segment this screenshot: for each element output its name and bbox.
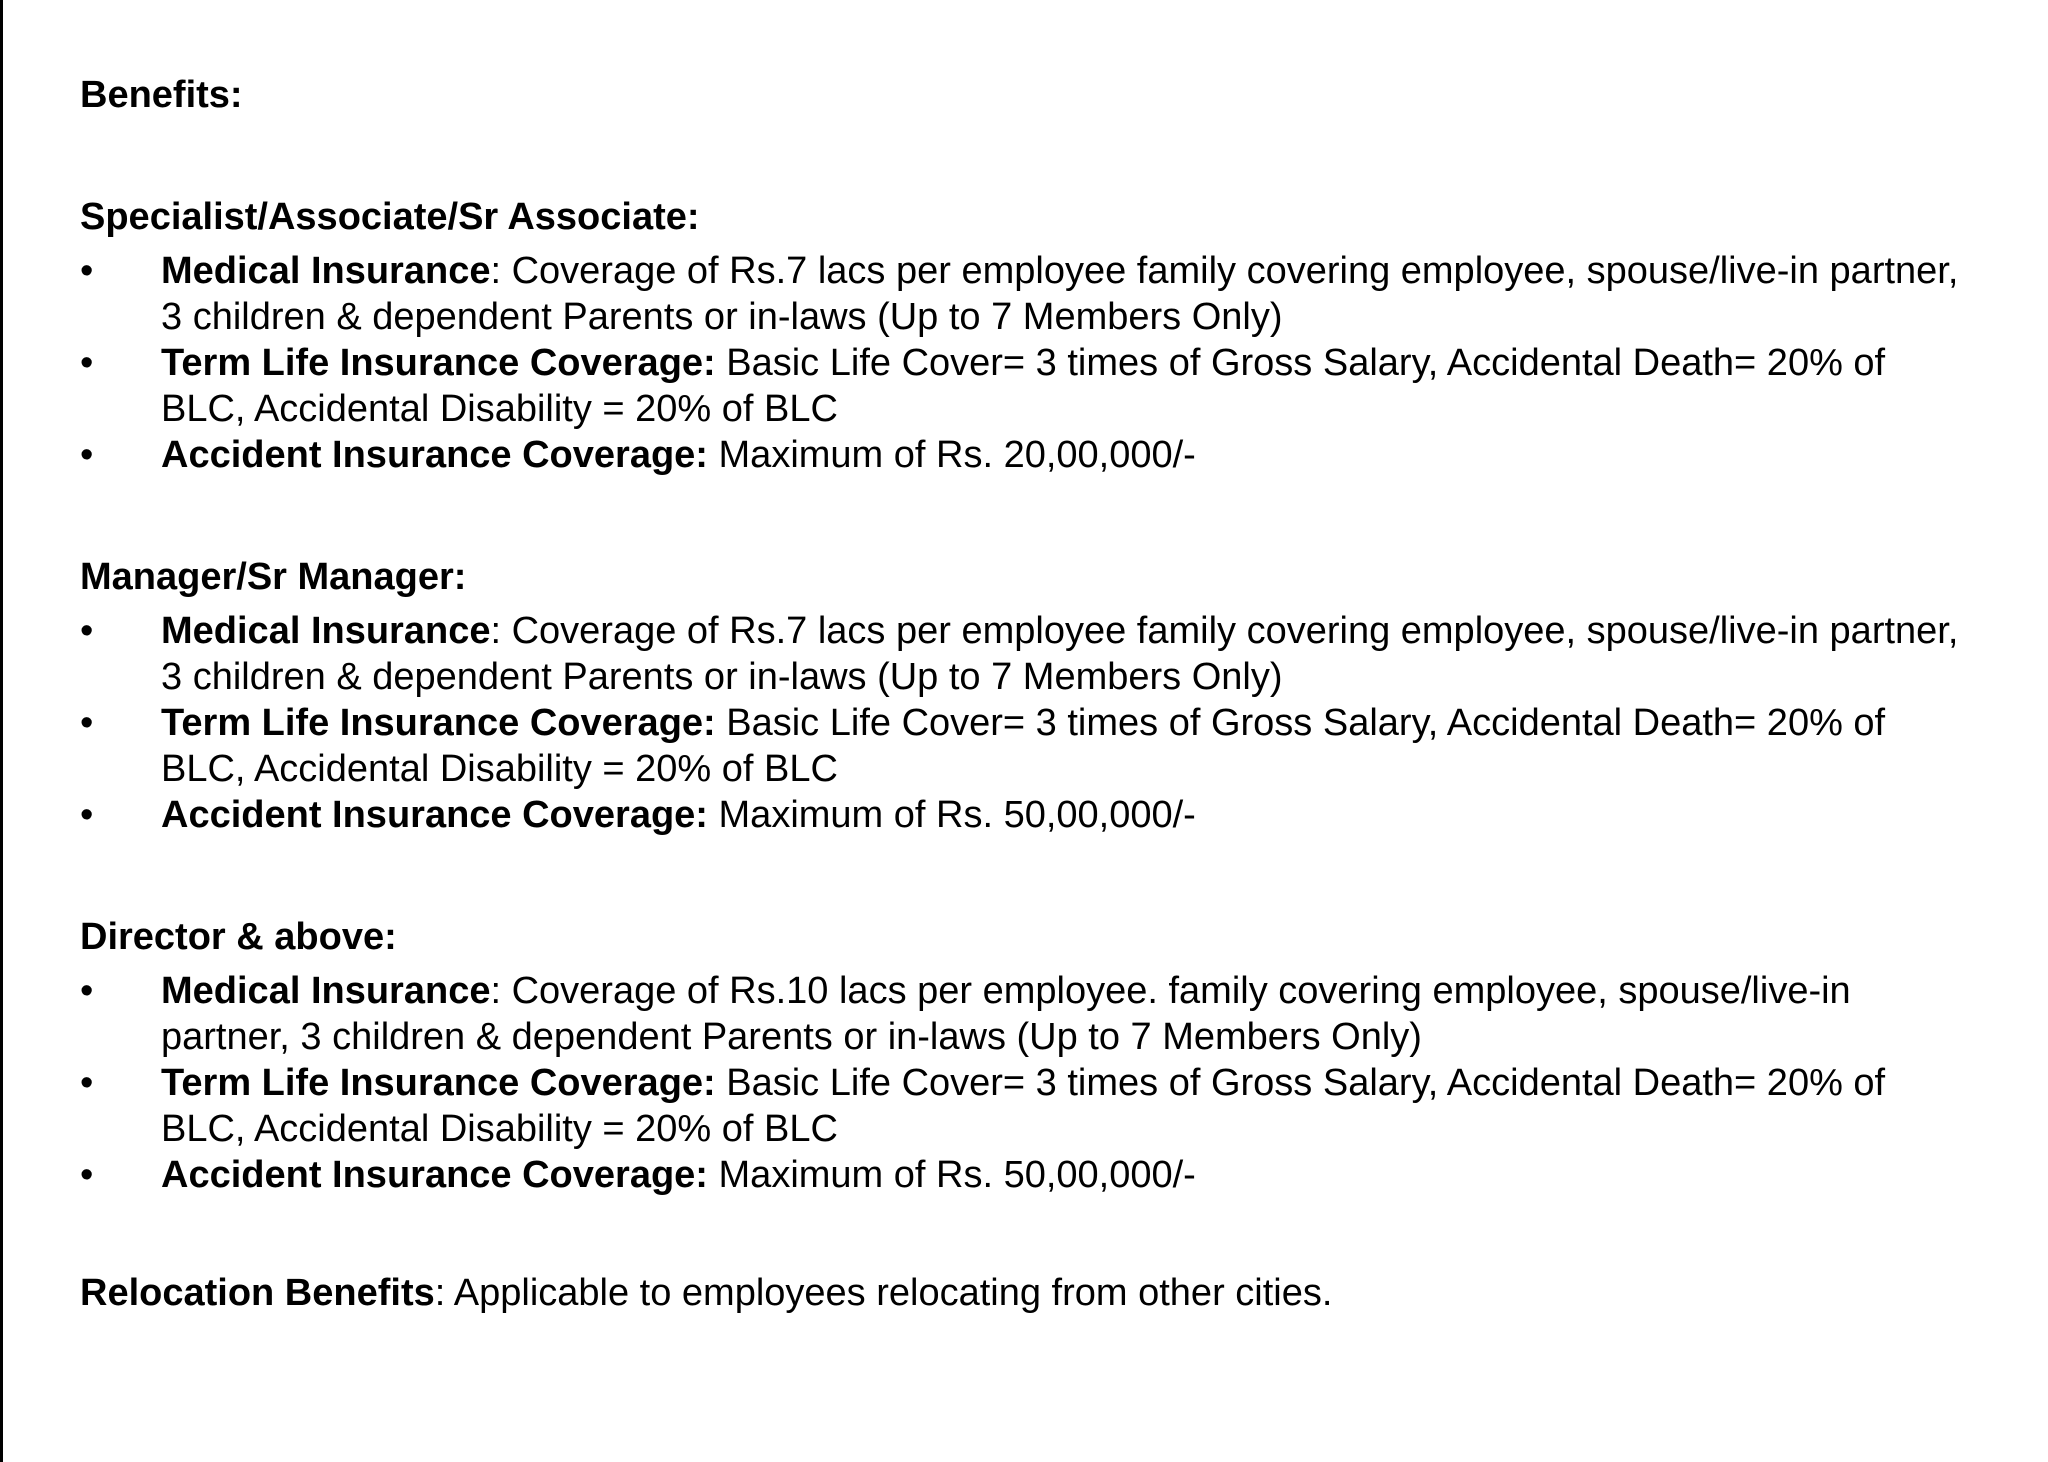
benefit-list: [80, 608, 1980, 838]
item-text: Basic Life Cover= 3 times of Gross Salary, Accidental Death= 20% of BLC, Accidental Disability = 20% of BLC: [161, 342, 1886, 430]
item-label: Medical Insurance: [161, 610, 491, 652]
item-label: Accident Insurance Coverage:: [161, 1154, 708, 1196]
list-item: [80, 1060, 1980, 1152]
section-title: Director & above:: [80, 916, 397, 958]
section-title: Manager/Sr Manager:: [80, 556, 467, 598]
bullet-icon: •: [80, 970, 94, 1012]
item-separator: :: [490, 610, 502, 652]
list-item: [80, 792, 1980, 838]
item-label: Term Life Insurance Coverage:: [161, 702, 716, 744]
relocation-label: Relocation Benefits: [80, 1272, 435, 1314]
item-text: Maximum of Rs. 50,00,000/-: [707, 794, 1196, 836]
item-label: Medical Insurance: [161, 970, 491, 1012]
list-item: [80, 608, 1980, 700]
bullet-icon: •: [80, 342, 94, 384]
section-specialist: [80, 194, 1980, 478]
bullet-icon: •: [80, 794, 94, 836]
item-text: Maximum of Rs. 20,00,000/-: [707, 434, 1196, 476]
item-text: Maximum of Rs. 50,00,000/-: [707, 1154, 1196, 1196]
bullet-icon: •: [80, 610, 94, 652]
relocation-benefits: [80, 1270, 1980, 1316]
bullet-icon: •: [80, 434, 94, 476]
item-separator: :: [490, 970, 502, 1012]
benefit-list: [80, 248, 1980, 478]
item-text: Basic Life Cover= 3 times of Gross Salary, Accidental Death= 20% of BLC, Accidental Disability = 20% of BLC: [161, 702, 1886, 790]
relocation-separator: :: [434, 1272, 446, 1314]
item-separator: :: [490, 250, 502, 292]
page-left-border: [0, 0, 3, 1462]
bullet-icon: •: [80, 702, 94, 744]
list-item: [80, 968, 1980, 1060]
list-item: [80, 340, 1980, 432]
list-item: [80, 700, 1980, 792]
item-text: Coverage of Rs.7 lacs per employee family covering employee, spouse/live-in partner, 3 children & dependent Parents or in-laws (Up to 7 Members Only): [161, 250, 1959, 338]
bullet-icon: •: [80, 1154, 94, 1196]
item-label: Medical Insurance: [161, 250, 491, 292]
section-manager: [80, 554, 1980, 838]
bullet-icon: •: [80, 1062, 94, 1104]
item-label: Accident Insurance Coverage:: [161, 434, 708, 476]
list-item: [80, 432, 1980, 478]
section-director: [80, 914, 1980, 1198]
bullet-icon: •: [80, 250, 94, 292]
item-label: Accident Insurance Coverage:: [161, 794, 708, 836]
relocation-text: Applicable to employees relocating from other cities.: [445, 1272, 1333, 1314]
list-item: [80, 1152, 1980, 1198]
item-label: Term Life Insurance Coverage:: [161, 1062, 716, 1104]
item-text: Coverage of Rs.10 lacs per employee. family covering employee, spouse/live-in partner, 3 children & dependent Parents or in-laws (Up to 7 Members Only): [161, 970, 1851, 1058]
benefit-list: [80, 968, 1980, 1198]
item-text: Basic Life Cover= 3 times of Gross Salary, Accidental Death= 20% of BLC, Accidental Disability = 20% of BLC: [161, 1062, 1886, 1150]
item-label: Term Life Insurance Coverage:: [161, 342, 716, 384]
page-heading: Benefits:: [80, 74, 243, 116]
section-title: Specialist/Associate/Sr Associate:: [80, 196, 700, 238]
item-text: Coverage of Rs.7 lacs per employee family covering employee, spouse/live-in partner, 3 children & dependent Parents or in-laws (Up to 7 Members Only): [161, 610, 1959, 698]
list-item: [80, 248, 1980, 340]
document-page: [80, 72, 1980, 1354]
